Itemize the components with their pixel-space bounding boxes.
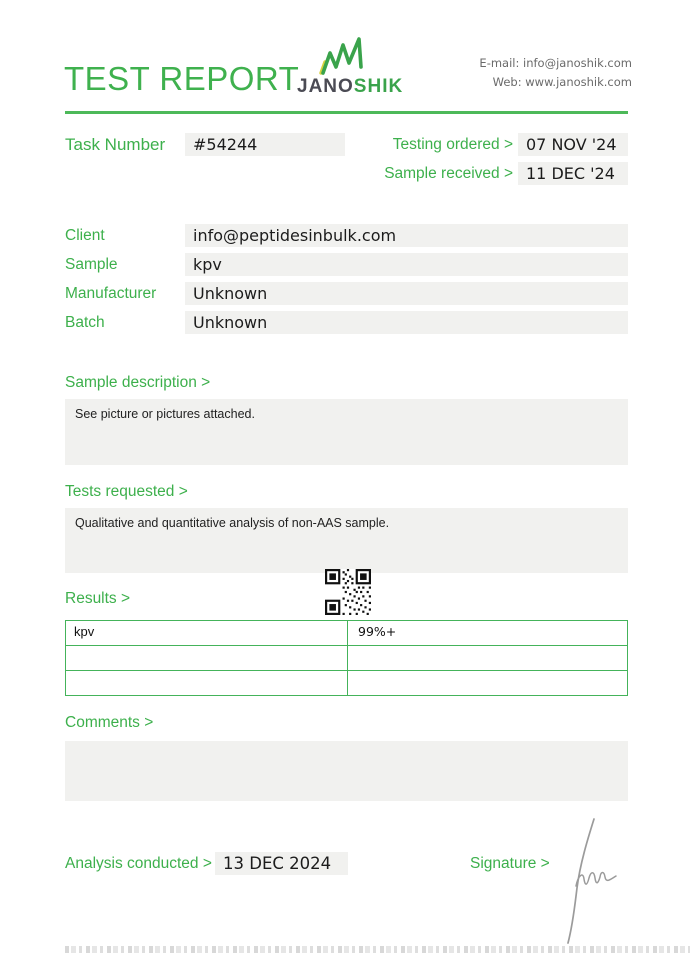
sample-received-label: Sample received > xyxy=(384,165,513,182)
results-label: Results > xyxy=(65,590,131,607)
analysis-conducted-value: 13 DEC 2024 xyxy=(215,852,348,875)
result-name-cell: kpv xyxy=(66,621,348,645)
header-divider xyxy=(65,111,628,114)
page-title: TEST REPORT xyxy=(64,60,300,97)
client-value: info@peptidesinbulk.com xyxy=(185,224,628,247)
signature-icon xyxy=(552,816,618,951)
table-row xyxy=(66,646,627,671)
result-name-cell xyxy=(66,646,348,670)
result-value-cell xyxy=(348,671,627,695)
sample-label: Sample xyxy=(65,256,118,273)
qr-code-icon xyxy=(325,569,371,620)
task-number-value: #54244 xyxy=(185,133,345,156)
batch-label: Batch xyxy=(65,314,105,331)
client-label: Client xyxy=(65,227,105,244)
comments-label: Comments > xyxy=(65,714,154,731)
comments-box xyxy=(65,741,628,801)
logo-wordmark xyxy=(297,76,404,98)
sample-value: kpv xyxy=(185,253,628,276)
contact-web: Web: www.janoshik.com xyxy=(492,74,632,89)
signature-label: Signature > xyxy=(470,855,550,872)
testing-ordered-value: 07 NOV '24 xyxy=(518,133,628,156)
result-value-cell: 99%+ xyxy=(358,624,397,639)
logo-text-green: SHIK xyxy=(353,76,404,97)
logo-text-dark: JANO xyxy=(297,76,354,97)
result-name-cell xyxy=(66,671,348,695)
batch-value: Unknown xyxy=(185,311,628,334)
manufacturer-label: Manufacturer xyxy=(65,285,157,302)
result-value-cell xyxy=(348,646,627,670)
contact-email: E-mail: info@janoshik.com xyxy=(479,56,632,70)
analysis-conducted-label: Analysis conducted > xyxy=(65,855,212,872)
sample-description-box: See picture or pictures attached. xyxy=(65,399,628,465)
table-row xyxy=(66,621,627,646)
contact-info xyxy=(479,54,632,91)
results-table xyxy=(65,620,628,696)
sample-description-label: Sample description > xyxy=(65,374,211,391)
manufacturer-value: Unknown xyxy=(185,282,628,305)
tests-requested-box: Qualitative and quantitative analysis of non-AAS sample. xyxy=(65,508,628,573)
clipped-footer-text-strip xyxy=(65,946,690,953)
sample-received-value: 11 DEC '24 xyxy=(518,162,628,185)
task-number-label: Task Number xyxy=(65,135,166,154)
testing-ordered-label: Testing ordered > xyxy=(392,136,513,153)
table-row xyxy=(66,671,627,695)
tests-requested-label: Tests requested > xyxy=(65,483,188,500)
